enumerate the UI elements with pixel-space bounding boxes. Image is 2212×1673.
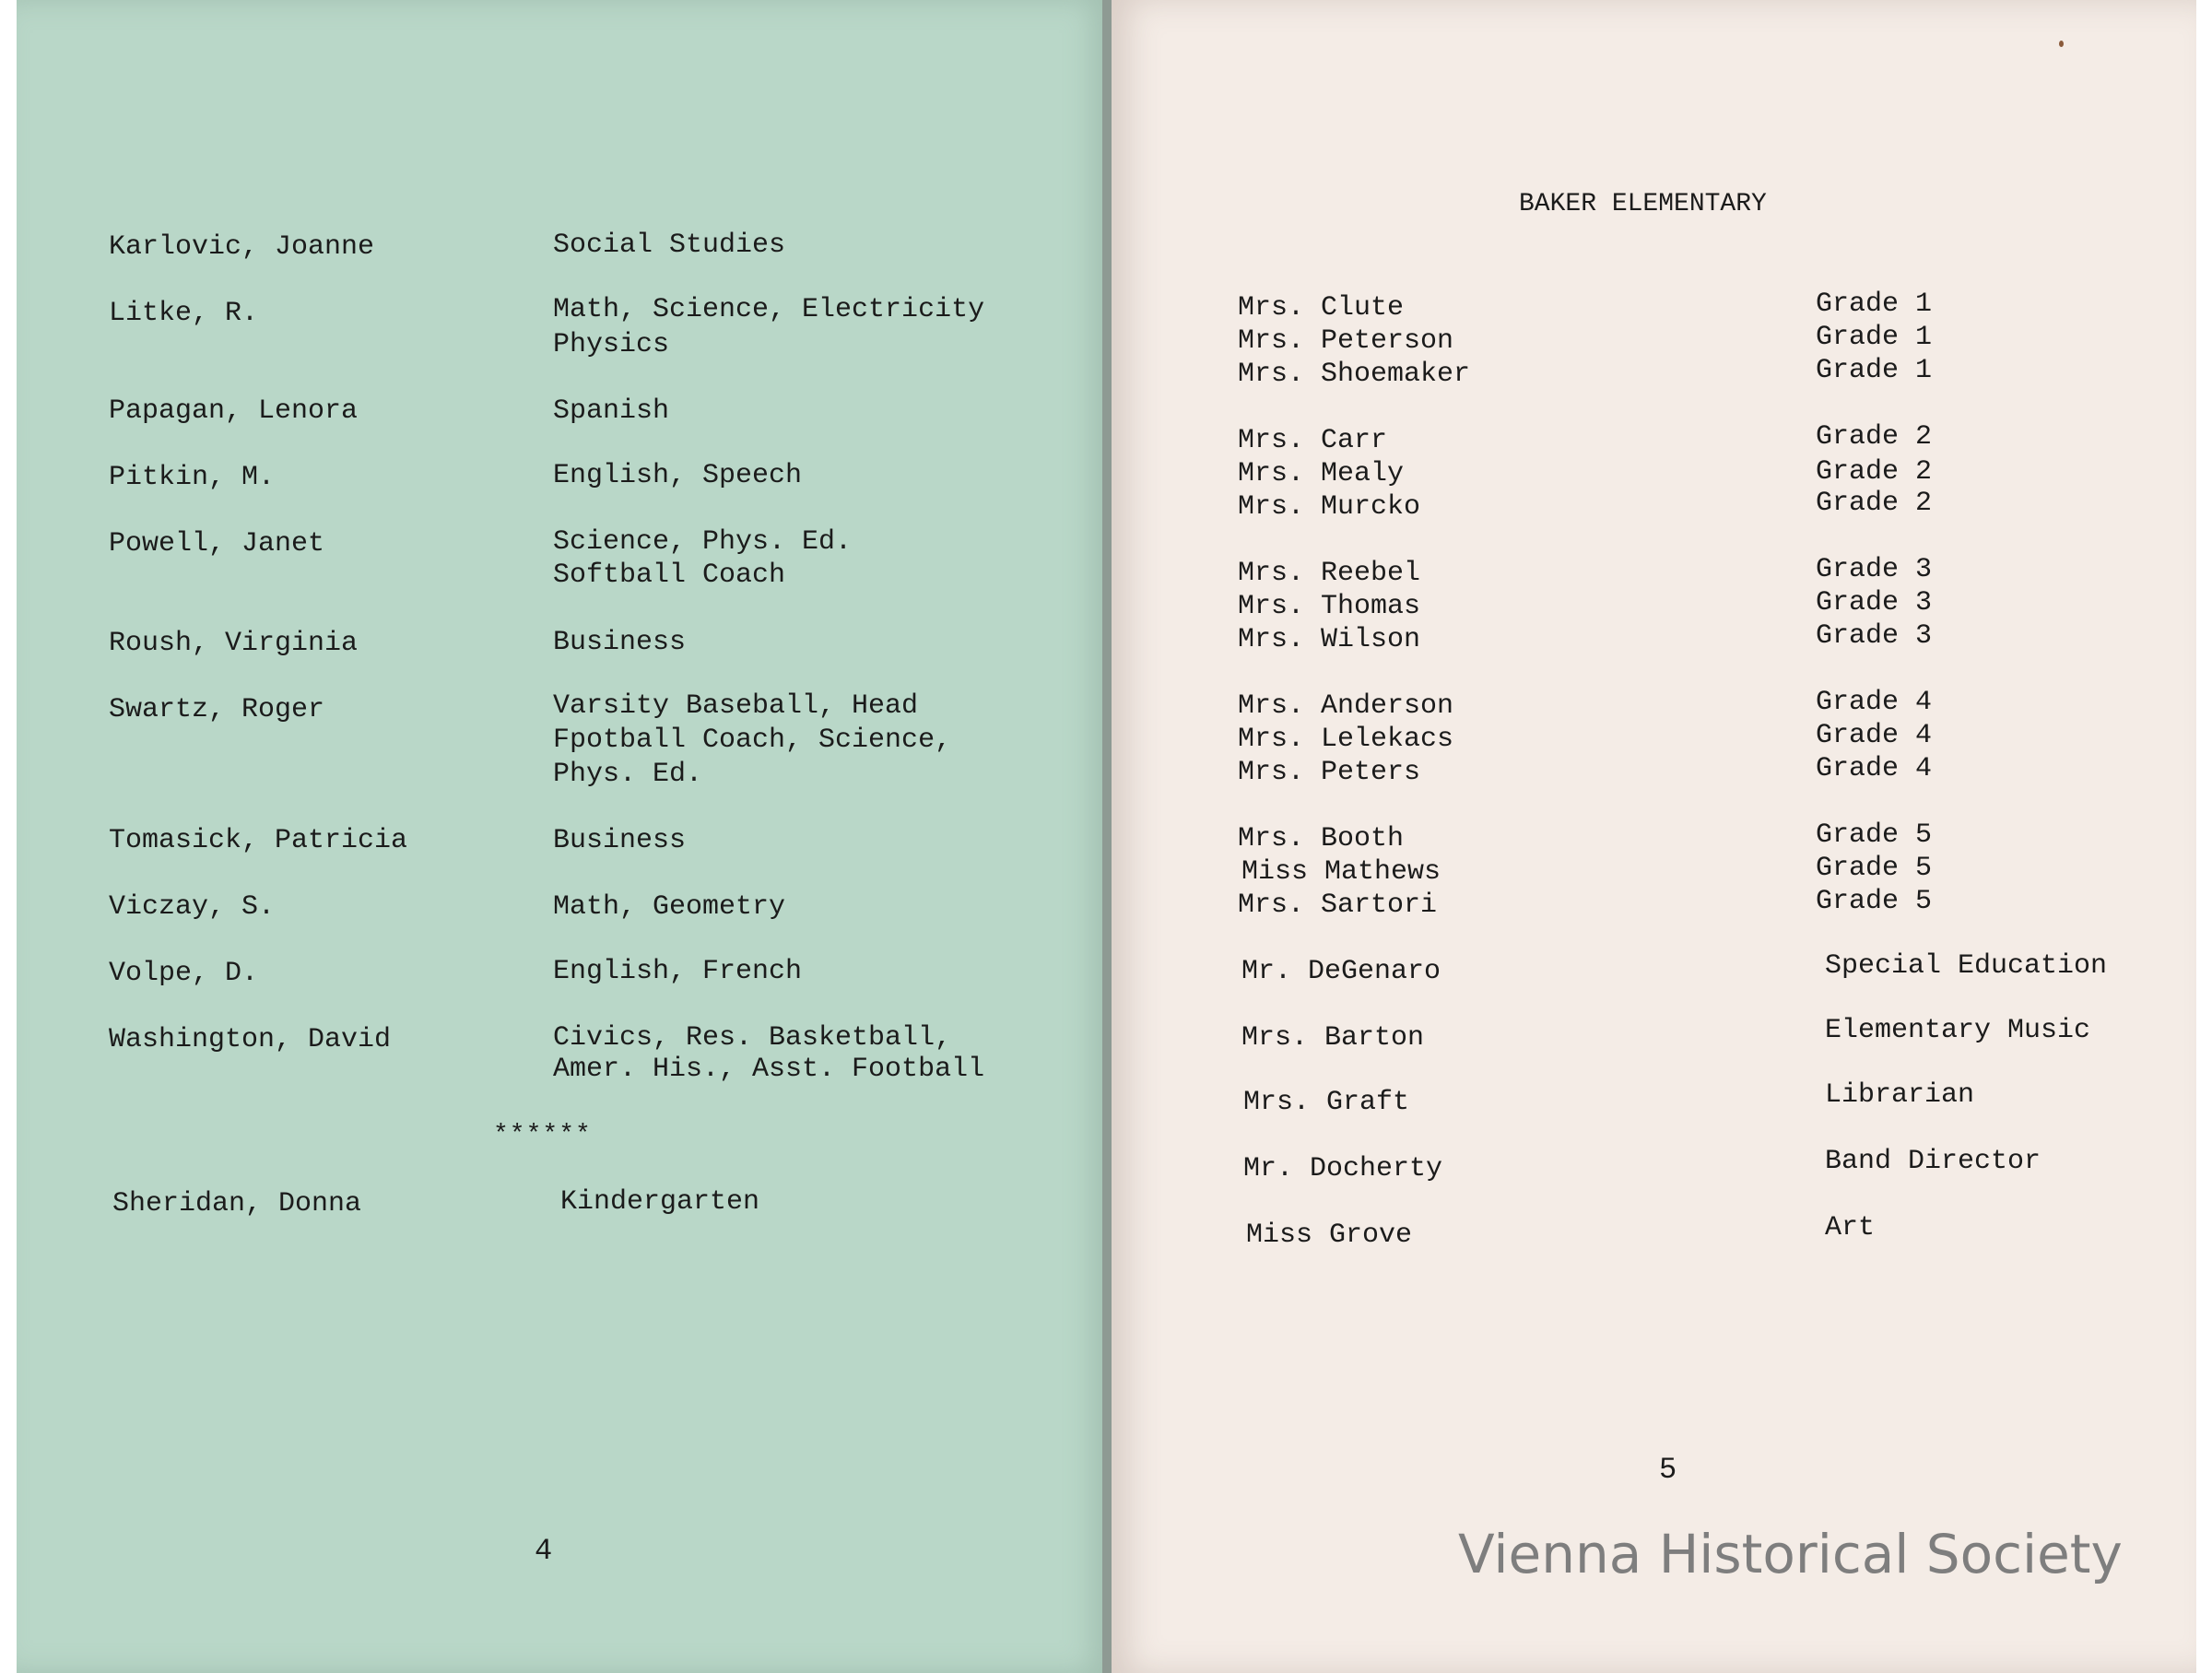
teacher-name: Mrs. Reebel [1238,558,1421,589]
teacher-grade: Grade 2 [1816,456,1933,488]
staff-subject: Civics, Res. Basketball, [553,1022,952,1054]
teacher-grade: Grade 1 [1816,355,1933,386]
teacher-name: Mrs. Peterson [1238,325,1454,357]
staff-subject: Science, Phys. Ed. [553,526,853,558]
staff-subject: Social Studies [553,230,786,261]
teacher-grade: Grade 3 [1816,620,1933,652]
staff-name: Swartz, Roger [109,694,325,725]
teacher-grade: Art [1825,1212,1876,1243]
teacher-name: Mrs. Sartori [1238,890,1438,921]
watermark: Vienna Historical Society [1458,1523,2123,1585]
staff-subject: Amer. His., Asst. Football [553,1054,985,1085]
teacher-grade: Grade 4 [1816,720,1933,751]
kindergarten-teacher-name: Sheridan, Donna [112,1188,362,1219]
staff-name: Viczay, S. [109,891,276,923]
school-heading: BAKER ELEMENTARY [1519,190,1767,218]
teacher-name: Mrs. Peters [1238,757,1421,788]
staff-name: Pitkin, M. [109,462,276,493]
teacher-grade: Grade 3 [1816,587,1933,619]
staff-name: Roush, Virginia [109,628,359,659]
kindergarten-subject: Kindergarten [560,1186,760,1218]
staff-name: Powell, Janet [109,528,325,560]
teacher-grade: Grade 5 [1816,819,1933,851]
staff-name: Karlovic, Joanne [109,231,375,263]
teacher-grade: Elementary Music [1825,1015,2091,1046]
teacher-name: Mrs. Booth [1238,823,1405,854]
staff-subject: Softball Coach [553,560,786,591]
staff-name: Tomasick, Patricia [109,825,408,856]
staff-subject: Physics [553,329,670,360]
staff-name: Washington, David [109,1024,392,1055]
teacher-grade: Grade 5 [1816,886,1933,917]
staff-subject: Business [553,627,687,658]
staff-subject: Math, Science, Electricity [553,294,985,325]
teacher-grade: Grade 2 [1816,421,1933,453]
teacher-name: Mrs. Clute [1238,292,1405,324]
teacher-grade: Grade 1 [1816,322,1933,353]
teacher-grade: Grade 3 [1816,554,1933,585]
teacher-name: Mrs. Shoemaker [1238,359,1471,390]
teacher-grade: Grade 1 [1816,289,1933,320]
staff-subject: Spanish [553,395,670,427]
staff-subject: Varsity Baseball, Head [553,690,919,722]
teacher-name: Miss Mathews [1241,856,1441,888]
teacher-name: Mrs. Thomas [1238,591,1421,622]
staff-subject: Fpotball Coach, Science, [553,725,952,756]
staff-subject: Business [553,825,687,856]
page-number-left: 4 [535,1534,553,1568]
teacher-name: Miss Grove [1246,1219,1413,1251]
teacher-grade: Band Director [1825,1146,2041,1177]
staff-subject: English, French [553,956,803,987]
staff-name: Papagan, Lenora [109,395,359,427]
teacher-name: Mr. DeGenaro [1241,956,1441,987]
staff-name: Litke, R. [109,298,259,329]
teacher-grade: Librarian [1825,1079,1975,1111]
staff-subject: Phys. Ed. [553,759,703,790]
staff-name: Volpe, D. [109,958,259,989]
teacher-grade: Grade 2 [1816,488,1933,519]
scan-margin [2196,0,2212,1673]
paper-speck [2059,41,2064,47]
book-gutter [1102,0,1112,1673]
teacher-name: Mrs. Carr [1238,425,1388,456]
staff-subject: Math, Geometry [553,891,786,923]
teacher-name: Mrs. Murcko [1238,491,1421,523]
teacher-grade: Grade 4 [1816,753,1933,784]
page-number-right: 5 [1659,1453,1677,1487]
teacher-name: Mrs. Barton [1241,1022,1425,1054]
section-separator: ****** [493,1121,592,1149]
teacher-grade: Grade 4 [1816,687,1933,718]
teacher-name: Mrs. Lelekacs [1238,724,1454,755]
staff-subject: English, Speech [553,460,803,491]
teacher-grade: Special Education [1825,950,2108,982]
teacher-name: Mr. Docherty [1243,1153,1443,1184]
teacher-name: Mrs. Anderson [1238,690,1454,722]
teacher-grade: Grade 5 [1816,853,1933,884]
teacher-name: Mrs. Graft [1243,1087,1410,1118]
teacher-name: Mrs. Mealy [1238,458,1405,489]
teacher-name: Mrs. Wilson [1238,624,1421,655]
